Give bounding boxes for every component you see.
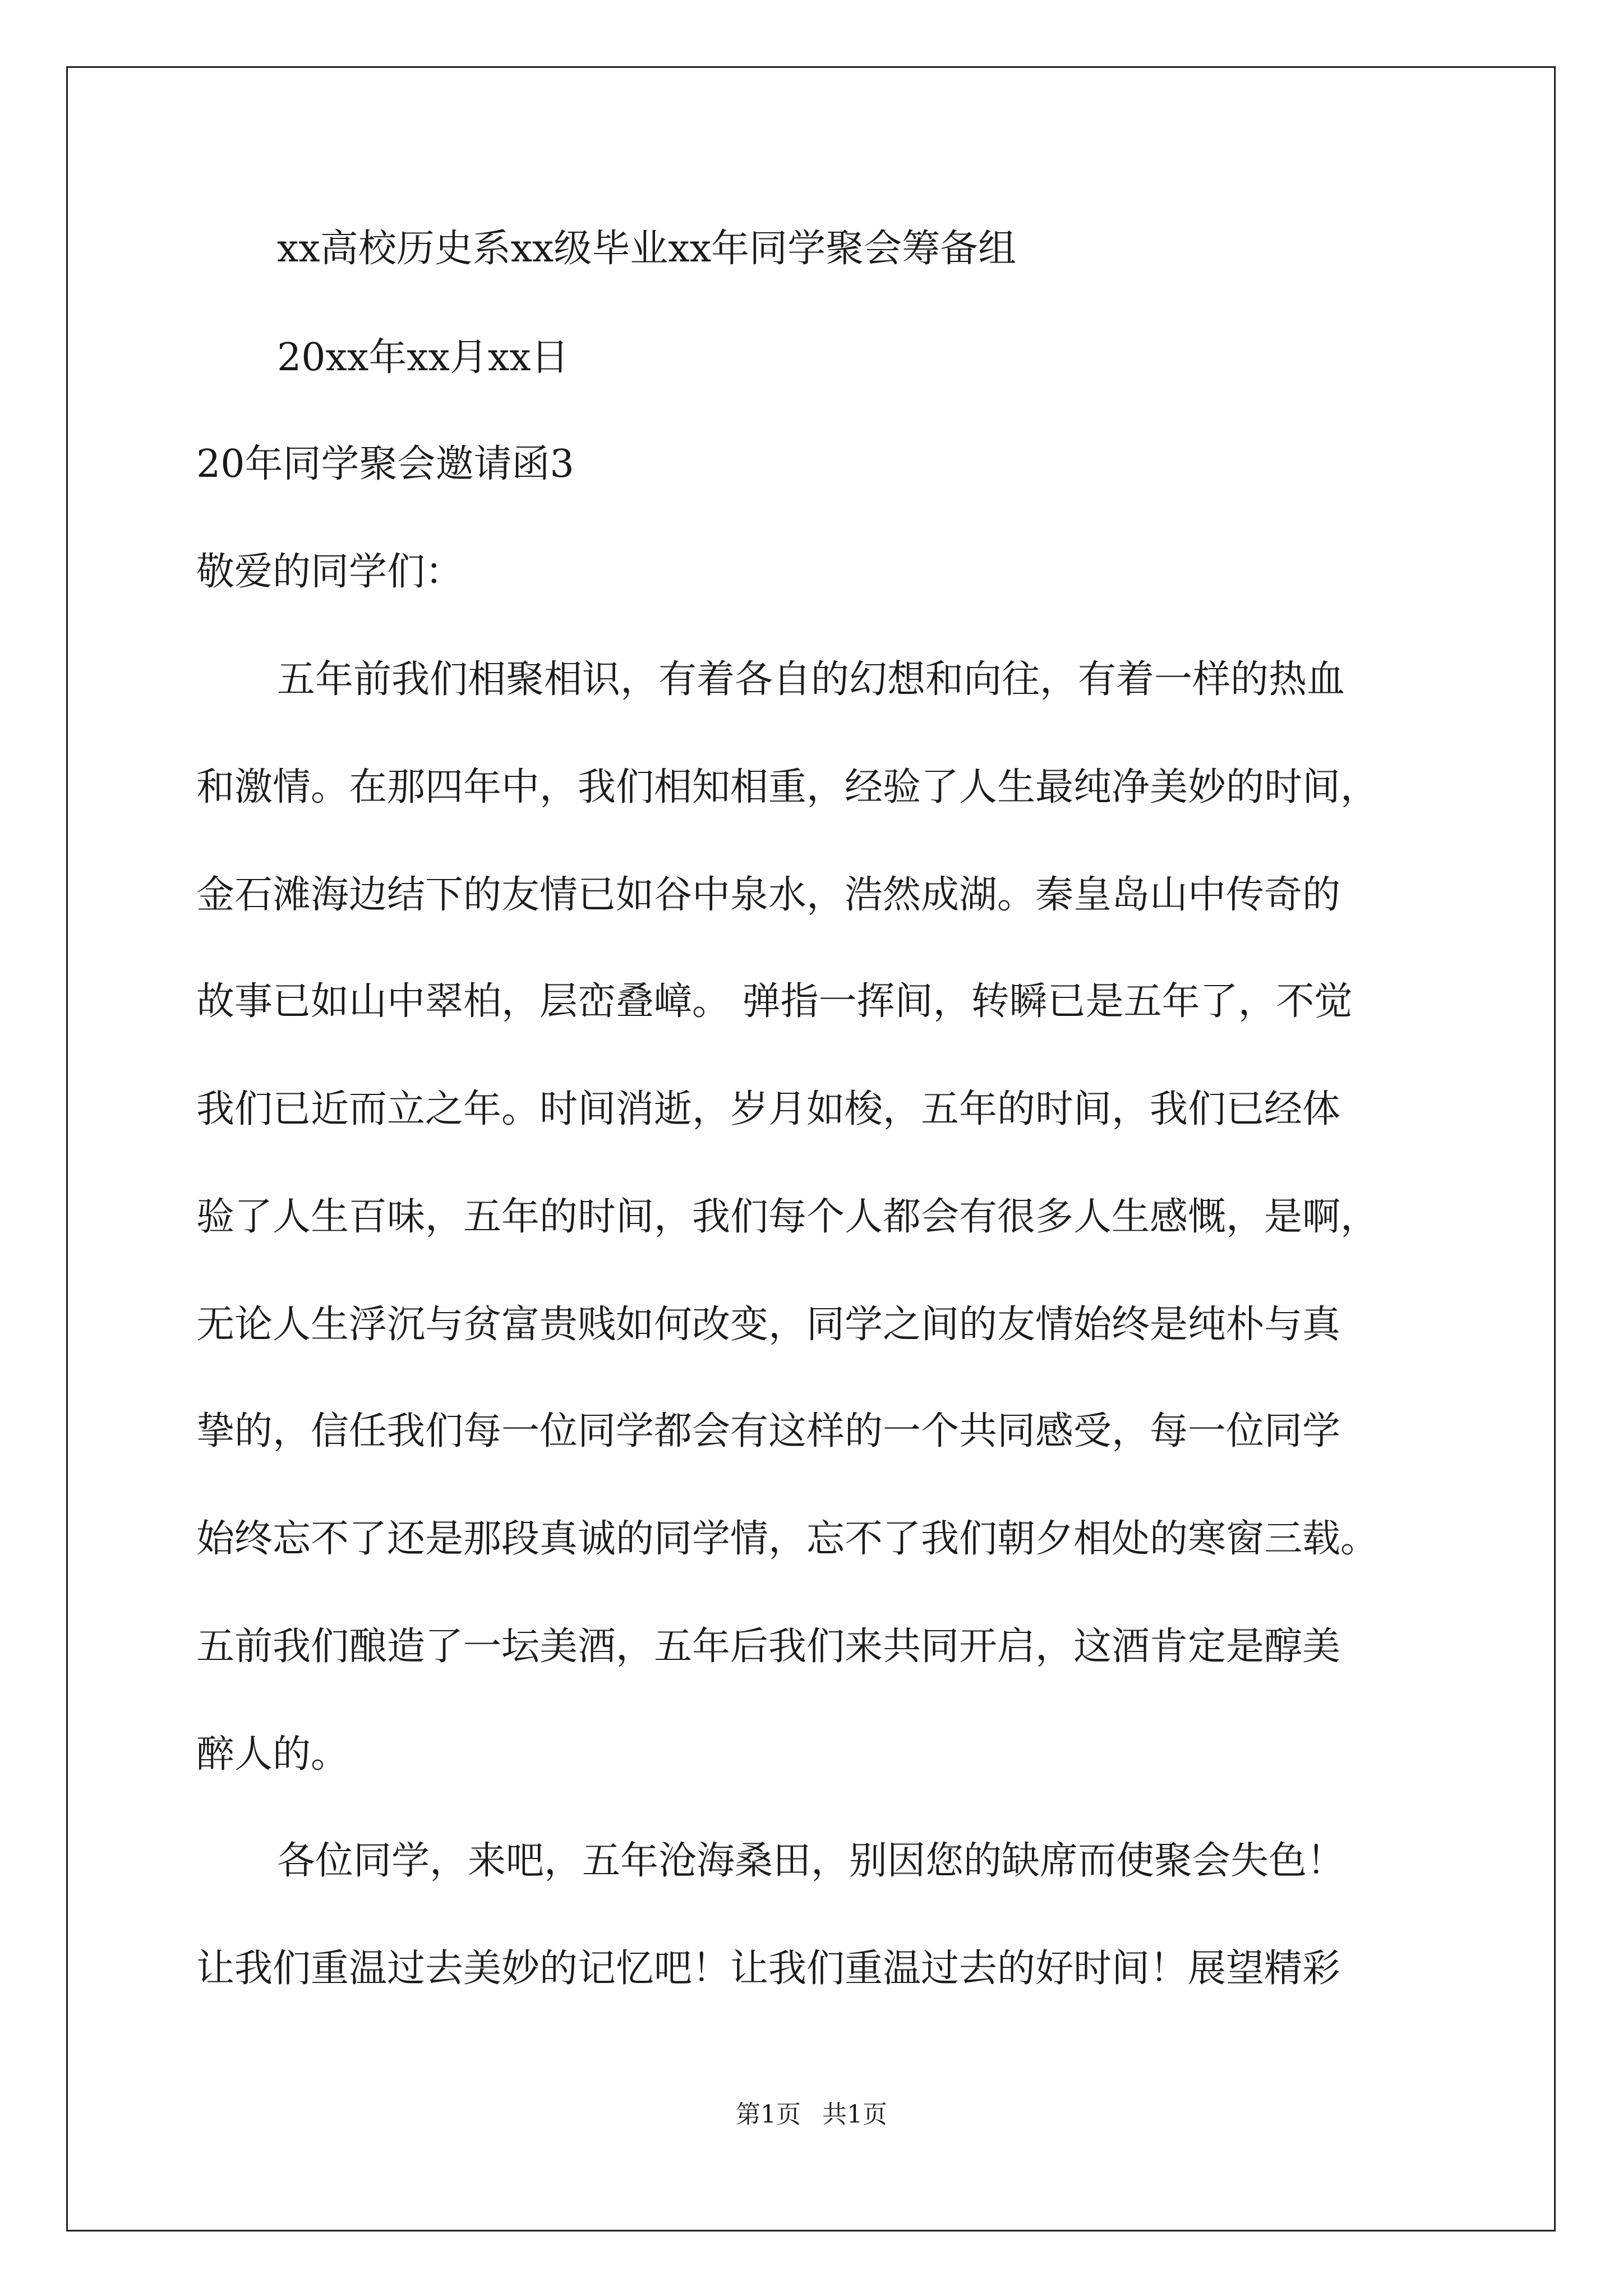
- line-date: 20xx年xx月xx日: [277, 335, 569, 380]
- body-line: 挚的，信任我们每一位同学都会有这样的一个共同感受，每一位同学: [196, 1409, 1341, 1453]
- body-line: 醉人的。: [196, 1732, 349, 1777]
- page-number: 第1页: [736, 2100, 801, 2129]
- body-line: 五前我们酿造了一坛美酒，五年后我们来共同开启，这酒肯定是醇美: [196, 1625, 1341, 1669]
- page-border: [66, 66, 1556, 2231]
- body-line: 让我们重温过去美妙的记忆吧！让我们重温过去的好时间！展望精彩: [196, 1947, 1341, 1991]
- body-line: 五年前我们相聚相识，有着各自的幻想和向往，有着一样的热血: [277, 657, 1345, 702]
- line-organizer: xx高校历史系xx级毕业xx年同学聚会筹备组: [277, 227, 1017, 271]
- line-salutation: 敬爱的同学们：: [196, 550, 464, 594]
- body-line: 验了人生百味，五年的时间，我们每个人都会有很多人生感慨，是啊，: [196, 1195, 1379, 1239]
- page-footer: [0, 2102, 1623, 2127]
- body-line: 和激情。在那四年中，我们相知相重，经验了人生最纯净美妙的时间，: [196, 765, 1379, 809]
- body-line: 故事已如山中翠柏，层峦叠嶂。 弹指一挥间，转瞬已是五年了，不觉: [196, 979, 1353, 1024]
- body-line: 我们已近而立之年。时间消逝，岁月如梭，五年的时间，我们已经体: [196, 1087, 1341, 1131]
- line-title: 20年同学聚会邀请函3: [196, 442, 574, 486]
- body-line: 始终忘不了还是那段真诚的同学情，忘不了我们朝夕相处的寒窗三载。: [196, 1517, 1379, 1561]
- body-line: 各位同学，来吧，五年沧海桑田，别因您的缺席而使聚会失色！: [277, 1839, 1345, 1883]
- page-total: 共1页: [822, 2100, 887, 2129]
- body-line: 无论人生浮沉与贫富贵贱如何改变，同学之间的友情始终是纯朴与真: [196, 1303, 1341, 1347]
- body-line: 金石滩海边结下的友情已如谷中泉水，浩然成湖。秦皇岛山中传奇的: [196, 873, 1341, 917]
